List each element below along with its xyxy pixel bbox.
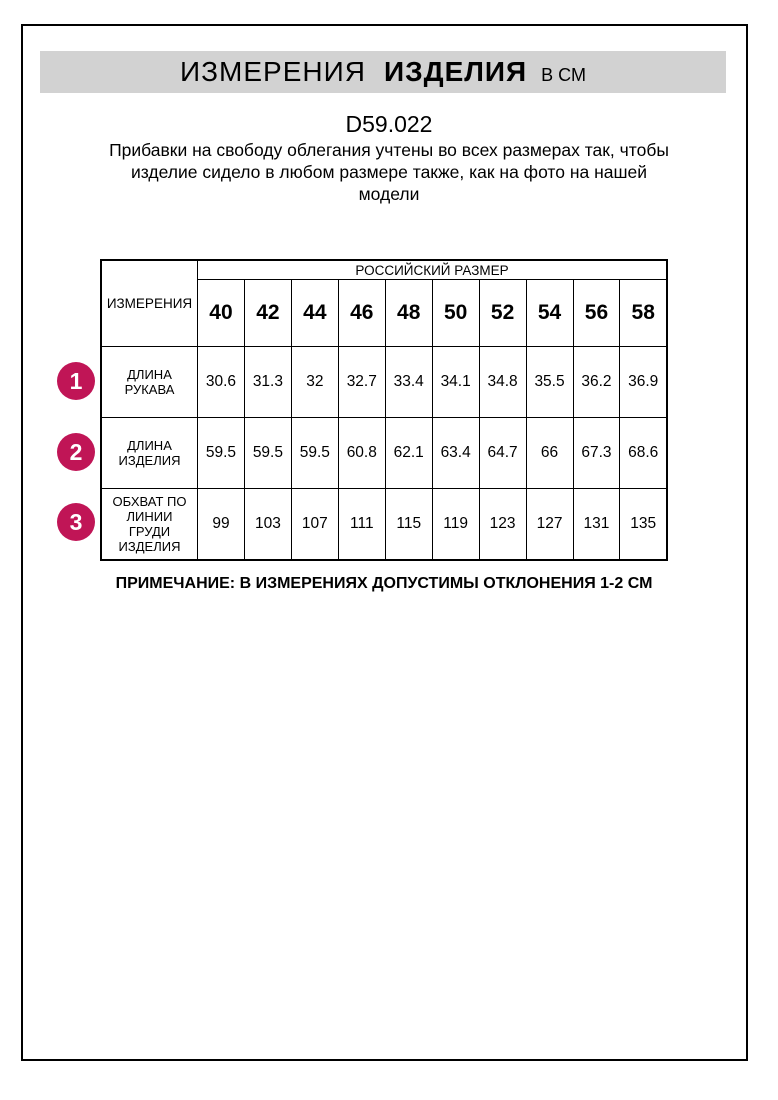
row-label-line: ИЗДЕЛИЯ [118,538,181,554]
value-cell: 59.5 [198,418,245,489]
value-cell: 135 [620,489,667,560]
value-cell: 99 [198,489,245,560]
row-label [101,418,198,489]
value-cell: 131 [573,489,620,560]
size-group-header: РОССИЙСКИЙ РАЗМЕР [198,260,668,280]
measurements-table [100,259,668,561]
size-col-header: 46 [338,280,385,347]
value-cell: 68.6 [620,418,667,489]
table-row [101,418,667,489]
value-cell: 36.9 [620,347,667,418]
title-unit-cm: В СМ [541,65,586,85]
value-cell: 32.7 [338,347,385,418]
value-cell: 64.7 [479,418,526,489]
value-cell: 35.5 [526,347,573,418]
page-title [180,56,586,88]
value-cell: 123 [479,489,526,560]
value-cell: 59.5 [244,418,291,489]
value-cell: 111 [338,489,385,560]
value-cell: 33.4 [385,347,432,418]
value-cell: 103 [244,489,291,560]
size-col-header: 54 [526,280,573,347]
value-cell: 59.5 [291,418,338,489]
value-cell: 62.1 [385,418,432,489]
size-col-header: 52 [479,280,526,347]
header-bar [40,51,726,93]
value-cell: 119 [432,489,479,560]
row-number-badge-3: 3 [57,503,95,541]
fit-description-line: Прибавки на свободу облегания учтены во всех размерах так, чтобы [109,140,669,160]
title-word-product: ИЗДЕЛИЯ [383,56,528,87]
table-row [101,347,667,418]
row-label-line: ОБХВАТ ПО [112,493,187,509]
table-row [101,489,667,560]
row-label [101,489,198,560]
size-col-header: 50 [432,280,479,347]
title-word-measurements: ИЗМЕРЕНИЯ [180,56,366,87]
value-cell: 63.4 [432,418,479,489]
size-col-header: 48 [385,280,432,347]
size-col-header: 42 [244,280,291,347]
value-cell: 66 [526,418,573,489]
value-cell: 31.3 [244,347,291,418]
value-cell: 32 [291,347,338,418]
value-cell: 30.6 [198,347,245,418]
row-label-line: РУКАВА [124,382,175,397]
value-cell: 115 [385,489,432,560]
value-cell: 34.1 [432,347,479,418]
article-number: D59.022 [345,111,433,137]
value-cell: 34.8 [479,347,526,418]
fit-description-line: модели [358,184,420,204]
row-number-badge-1: 1 [57,362,95,400]
size-col-header: 58 [620,280,667,347]
fit-description [0,139,778,205]
size-col-header: 40 [198,280,245,347]
fit-description-line: изделие сидело в любом размере также, как на фото на нашей [130,162,648,182]
row-label-line: ДЛИНА [127,367,172,382]
row-label-line: ЛИНИИ [126,508,173,524]
value-cell: 127 [526,489,573,560]
value-cell: 67.3 [573,418,620,489]
table-corner-label: ИЗМЕРЕНИЯ [101,260,198,347]
row-label [101,347,198,418]
value-cell: 60.8 [338,418,385,489]
size-col-header: 56 [573,280,620,347]
row-number-badge-2: 2 [57,433,95,471]
size-col-header: 44 [291,280,338,347]
tolerance-note: ПРИМЕЧАНИЕ: В ИЗМЕРЕНИЯХ ДОПУСТИМЫ ОТКЛОНЕНИЯ 1-2 СМ [115,575,653,592]
row-label-line: ДЛИНА [127,438,172,453]
value-cell: 107 [291,489,338,560]
value-cell: 36.2 [573,347,620,418]
row-label-line: ИЗДЕЛИЯ [118,453,181,468]
row-label-line: ГРУДИ [128,523,171,539]
